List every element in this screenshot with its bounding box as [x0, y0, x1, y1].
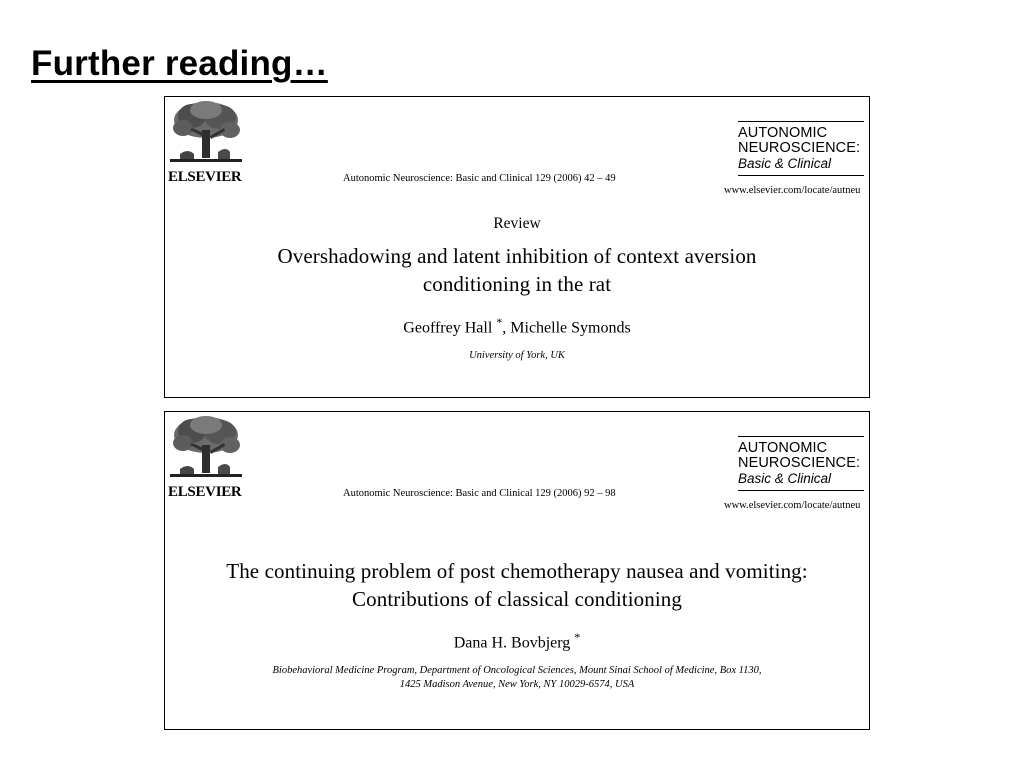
publisher-name: ELSEVIER: [168, 484, 242, 500]
affiliation-line1: Biobehavioral Medicine Program, Department of Oncological Sciences, Mount Sinai School of Medicine, Box 1130,: [272, 665, 762, 676]
journal-subtitle: Basic & Clinical: [738, 471, 832, 486]
article-header-card: [164, 96, 870, 398]
journal-subtitle: Basic & Clinical: [738, 156, 832, 171]
article-header-card: [164, 411, 870, 730]
journal-name-line1: AUTONOMIC: [738, 125, 828, 141]
journal-name-line1: AUTONOMIC: [738, 440, 828, 456]
affiliation: [165, 664, 869, 692]
authors: [165, 630, 869, 652]
affiliation-line1: University of York, UK: [469, 350, 565, 361]
citation-line: Autonomic Neuroscience: Basic and Clinical 129 (2006) 92 – 98: [343, 488, 616, 499]
journal-url: www.elsevier.com/locate/autneu: [724, 185, 861, 196]
authors: [165, 315, 869, 337]
journal-url: www.elsevier.com/locate/autneu: [724, 500, 861, 511]
slide-title: Further reading…: [31, 44, 328, 83]
coauthor-names: , Michelle Symonds: [502, 319, 631, 337]
author-name: Geoffrey Hall: [403, 319, 493, 337]
article-title-line2: conditioning in the rat: [422, 272, 612, 296]
elsevier-tree-logo-icon: [168, 415, 244, 481]
corresponding-author-mark: *: [574, 630, 581, 644]
citation-line: Autonomic Neuroscience: Basic and Clinical 129 (2006) 42 – 49: [343, 173, 616, 184]
author-name: Dana H. Bovbjerg: [453, 634, 571, 652]
journal-logo: [738, 436, 864, 491]
article-title-line2: Contributions of classical conditioning: [352, 587, 682, 611]
article-title: [165, 242, 869, 298]
journal-logo: [738, 121, 864, 176]
affiliation: [165, 349, 869, 363]
article-title-line1: Overshadowing and latent inhibition of context aversion: [277, 244, 757, 268]
affiliation-line2: 1425 Madison Avenue, New York, NY 10029-6574, USA: [399, 679, 635, 690]
journal-name-line2: NEUROSCIENCE:: [738, 140, 861, 156]
elsevier-tree-logo-icon: [168, 100, 244, 166]
article-title: [165, 557, 869, 613]
corresponding-author-mark: *: [496, 315, 503, 329]
publisher-name: ELSEVIER: [168, 169, 242, 185]
article-title-line1: The continuing problem of post chemotherapy nausea and vomiting:: [226, 559, 808, 583]
article-type: Review: [493, 215, 541, 232]
journal-name-line2: NEUROSCIENCE:: [738, 455, 861, 471]
